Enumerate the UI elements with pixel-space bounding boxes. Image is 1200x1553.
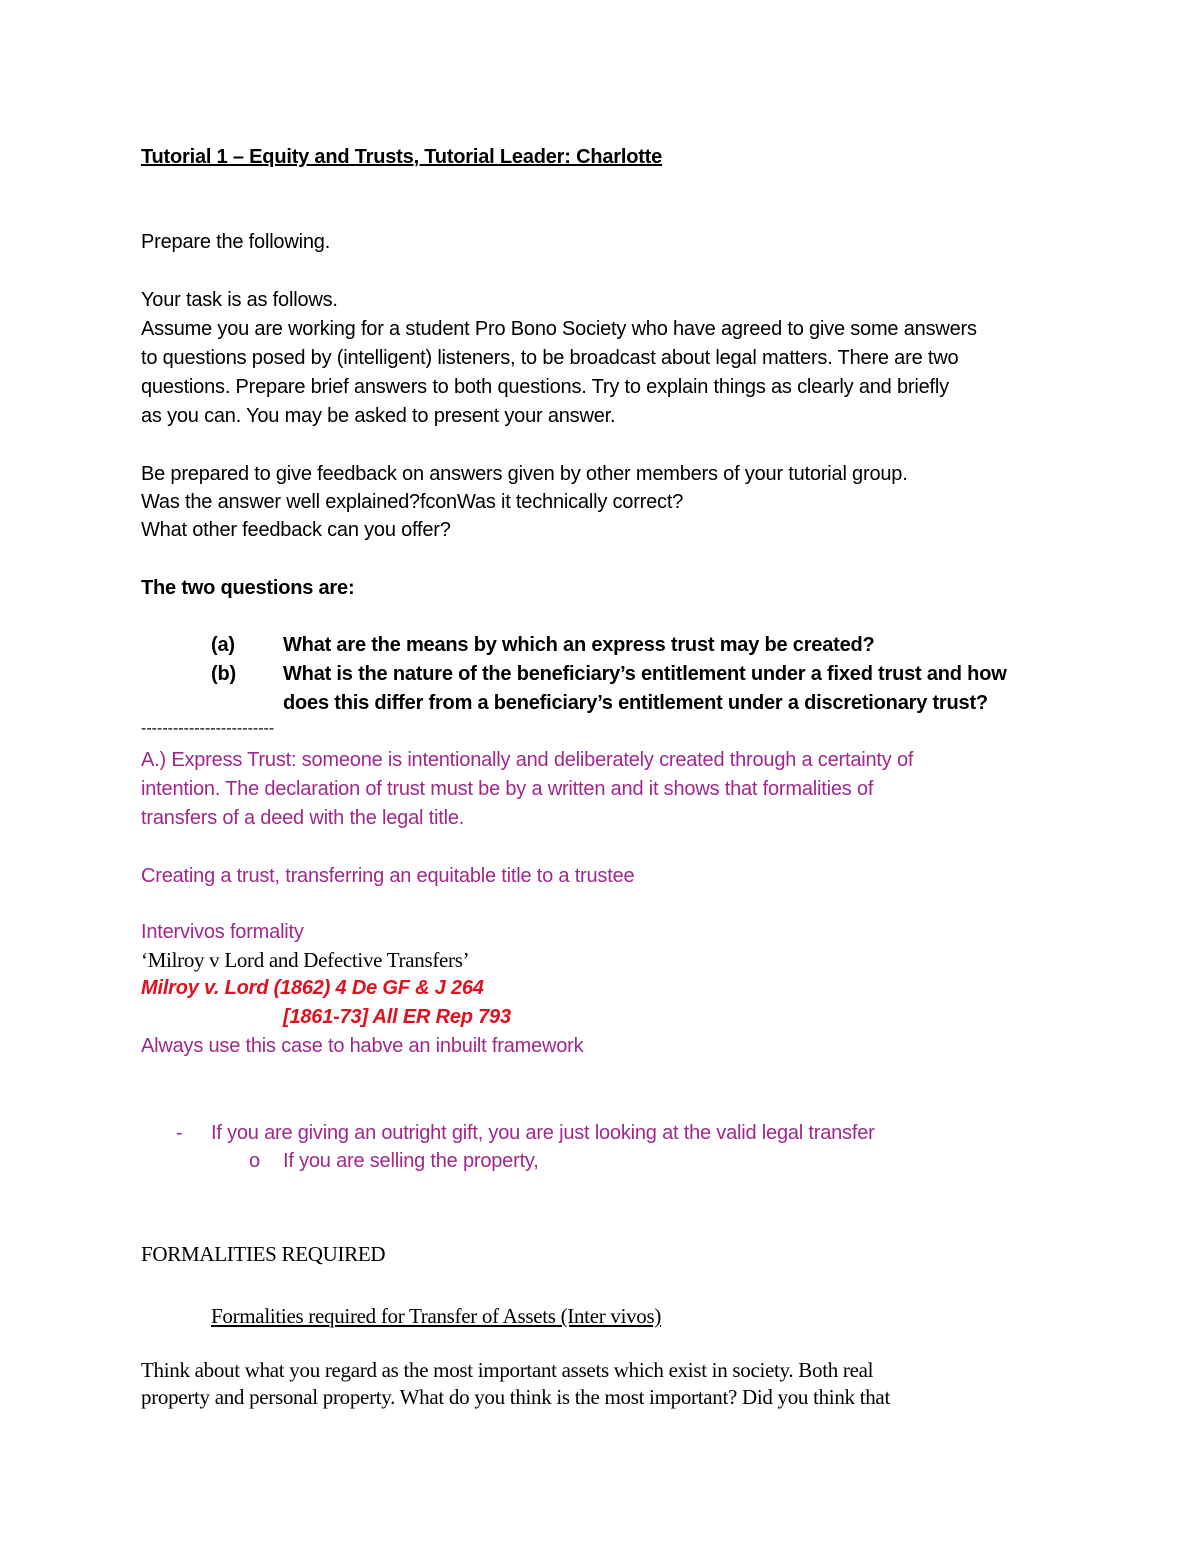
- answer-a-line: intention. The declaration of trust must be by a written and it shows that formalities of: [141, 778, 874, 800]
- feedback-line: Be prepared to give feedback on answers given by other members of your tutorial group.: [141, 463, 908, 485]
- case-citation-alt: [1861-73] All ER Rep 793: [283, 1006, 511, 1028]
- task-paragraph-line: as you can. You may be asked to present your answer.: [141, 405, 616, 427]
- closing-paragraph-line: Think about what you regard as the most important assets which exist in society. Both real: [141, 1358, 874, 1382]
- task-paragraph-line: to questions posed by (intelligent) listeners, to be broadcast about legal matters. There are two: [141, 347, 959, 369]
- creating-trust-note: Creating a trust, transferring an equitable title to a trustee: [141, 865, 635, 887]
- task-paragraph-line: questions. Prepare brief answers to both questions. Try to explain things as clearly and briefly: [141, 376, 949, 398]
- dash-bullet-text: If you are giving an outright gift, you are just looking at the valid legal transfer: [211, 1122, 875, 1144]
- question-text: What is the nature of the beneficiary’s entitlement under a fixed trust and how: [283, 663, 1007, 685]
- feedback-line: What other feedback can you offer?: [141, 519, 451, 541]
- formalities-heading: FORMALITIES REQUIRED: [141, 1242, 386, 1266]
- formalities-subheading: Formalities required for Transfer of Assets (Inter vivos): [211, 1304, 662, 1328]
- task-paragraph-line: Assume you are working for a student Pro Bono Society who have agreed to give some answers: [141, 318, 977, 340]
- milroy-quote: ‘Milroy v Lord and Defective Transfers’: [141, 948, 470, 972]
- task-intro: Your task is as follows.: [141, 289, 338, 311]
- question-text: What are the means by which an express trust may be created?: [283, 634, 875, 656]
- answer-a-line: transfers of a deed with the legal title.: [141, 807, 465, 829]
- feedback-line: Was the answer well explained?fconWas it technically correct?: [141, 491, 684, 513]
- answer-a-line: A.) Express Trust: someone is intentionally and deliberately created through a certainty of: [141, 749, 914, 771]
- always-use-note: Always use this case to habve an inbuilt framework: [141, 1035, 584, 1057]
- question-text-continuation: does this differ from a beneficiary’s entitlement under a discretionary trust?: [283, 692, 988, 714]
- questions-heading: The two questions are:: [141, 577, 355, 599]
- document-title: Tutorial 1 – Equity and Trusts, Tutorial Leader: Charlotte: [141, 146, 663, 168]
- circle-bullet-marker: o: [249, 1150, 260, 1172]
- closing-paragraph-line: property and personal property. What do you think is the most important? Did you think that: [141, 1385, 890, 1409]
- dash-bullet-marker: -: [176, 1122, 183, 1144]
- sub-bullet-text: If you are selling the property,: [283, 1150, 539, 1172]
- intervivos-heading: Intervivos formality: [141, 921, 304, 943]
- prepare-line: Prepare the following.: [141, 231, 331, 253]
- question-label: (a): [211, 634, 235, 656]
- question-label: (b): [211, 663, 236, 685]
- separator-line: -------------------------: [141, 720, 275, 737]
- case-citation: Milroy v. Lord (1862) 4 De GF & J 264: [141, 977, 484, 999]
